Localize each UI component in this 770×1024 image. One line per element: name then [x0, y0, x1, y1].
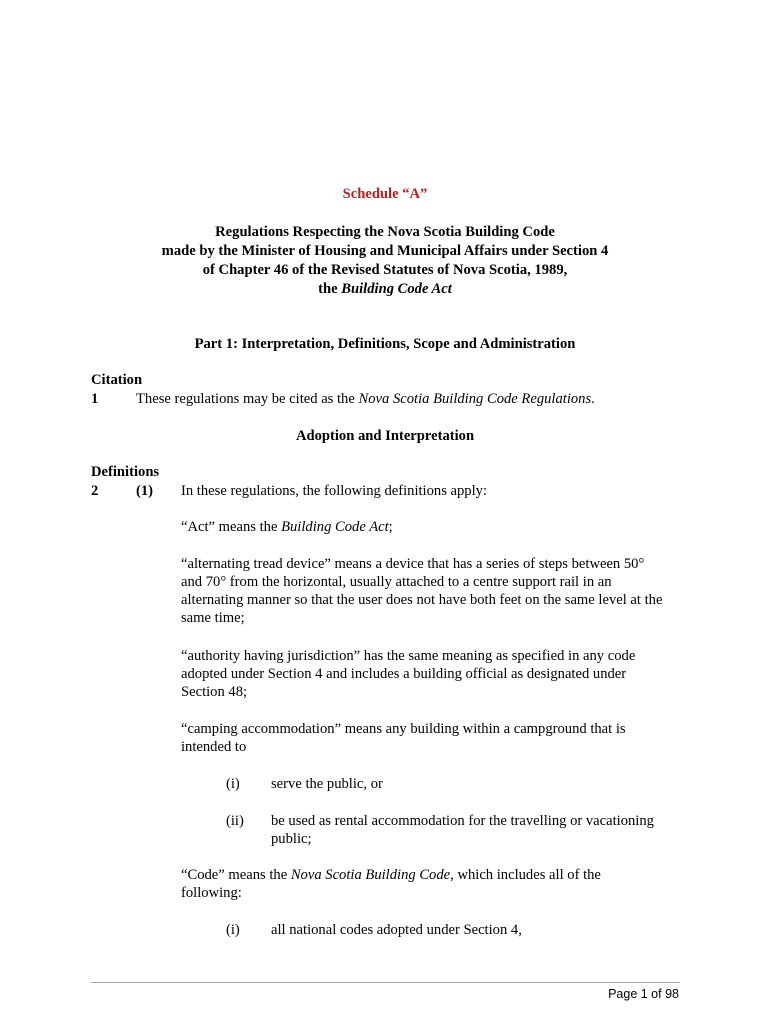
definition-code-suffix: , which includes all of the: [450, 867, 601, 883]
citation-regulation-name: Nova Scotia Building Code Regulations: [358, 391, 592, 407]
citation-text-suffix: .: [591, 391, 595, 407]
definition-act: [181, 518, 393, 536]
definitions-section-number: 2: [91, 483, 99, 499]
definition-alternating-line-1: “alternating tread device” means a device that has a series of steps between 50°: [181, 556, 645, 572]
schedule-title: Schedule “A”: [342, 186, 428, 202]
code-item-number: (i): [226, 922, 240, 938]
definitions-intro: In these regulations, the following definitions apply:: [181, 483, 488, 499]
citation-number: 1: [91, 391, 99, 407]
part-title: Part 1: Interpretation, Definitions, Scope and Administration: [194, 336, 576, 352]
definition-act-suffix: ;: [388, 519, 393, 535]
heading-line-4: [0, 280, 770, 298]
definition-code-prefix: “Code” means the: [181, 867, 291, 883]
citation-text-prefix: These regulations may be cited as the: [136, 391, 359, 407]
definition-code-line-1: [181, 866, 601, 884]
definition-alternating-line-3: alternating manner so that the user does not have both feet on the same level at the: [181, 592, 663, 608]
camping-item-text: be used as rental accommodation for the travelling or vacationing: [271, 813, 654, 829]
heading-act-name: Building Code Act: [341, 281, 452, 297]
camping-item-number: (ii): [226, 813, 244, 829]
definition-code-name: Nova Scotia Building Code: [290, 867, 451, 883]
camping-item-number: (i): [226, 776, 240, 792]
heading-line-1: Regulations Respecting the Nova Scotia Building Code: [215, 224, 555, 240]
heading-line-2: made by the Minister of Housing and Municipal Affairs under Section 4: [161, 243, 609, 259]
definition-alternating-line-2: and 70° from the horizontal, usually attached to a centre support rail in an: [181, 574, 612, 590]
page-number: Page 1 of 98: [608, 987, 679, 1001]
heading-line-3: of Chapter 46 of the Revised Statutes of Nova Scotia, 1989,: [202, 262, 568, 278]
code-item-text: all national codes adopted under Section 4,: [271, 922, 522, 938]
definition-code-line-2: following:: [181, 885, 242, 901]
definition-camping-line-1: “camping accommodation” means any building within a campground that is: [181, 721, 626, 737]
definition-authority-line-3: Section 48;: [181, 684, 248, 700]
definitions-subsection-number: (1): [136, 483, 154, 499]
definition-alternating-line-4: same time;: [181, 610, 245, 626]
footer-divider: [91, 982, 680, 983]
definition-act-name: Building Code Act: [281, 519, 389, 535]
camping-item-text: serve the public, or: [271, 776, 383, 792]
citation-label: Citation: [91, 372, 143, 388]
definition-authority-line-2: adopted under Section 4 and includes a building official as designated under: [181, 666, 627, 682]
camping-item-text-continued: public;: [271, 831, 312, 847]
definition-camping-line-2: intended to: [181, 739, 247, 755]
citation-text: [136, 390, 595, 408]
definitions-label: Definitions: [91, 464, 160, 480]
adoption-heading: Adoption and Interpretation: [295, 428, 475, 444]
heading-line-4-prefix: the: [318, 281, 342, 297]
definition-act-prefix: “Act” means the: [181, 519, 282, 535]
definition-authority-line-1: “authority having jurisdiction” has the same meaning as specified in any code: [181, 648, 636, 664]
